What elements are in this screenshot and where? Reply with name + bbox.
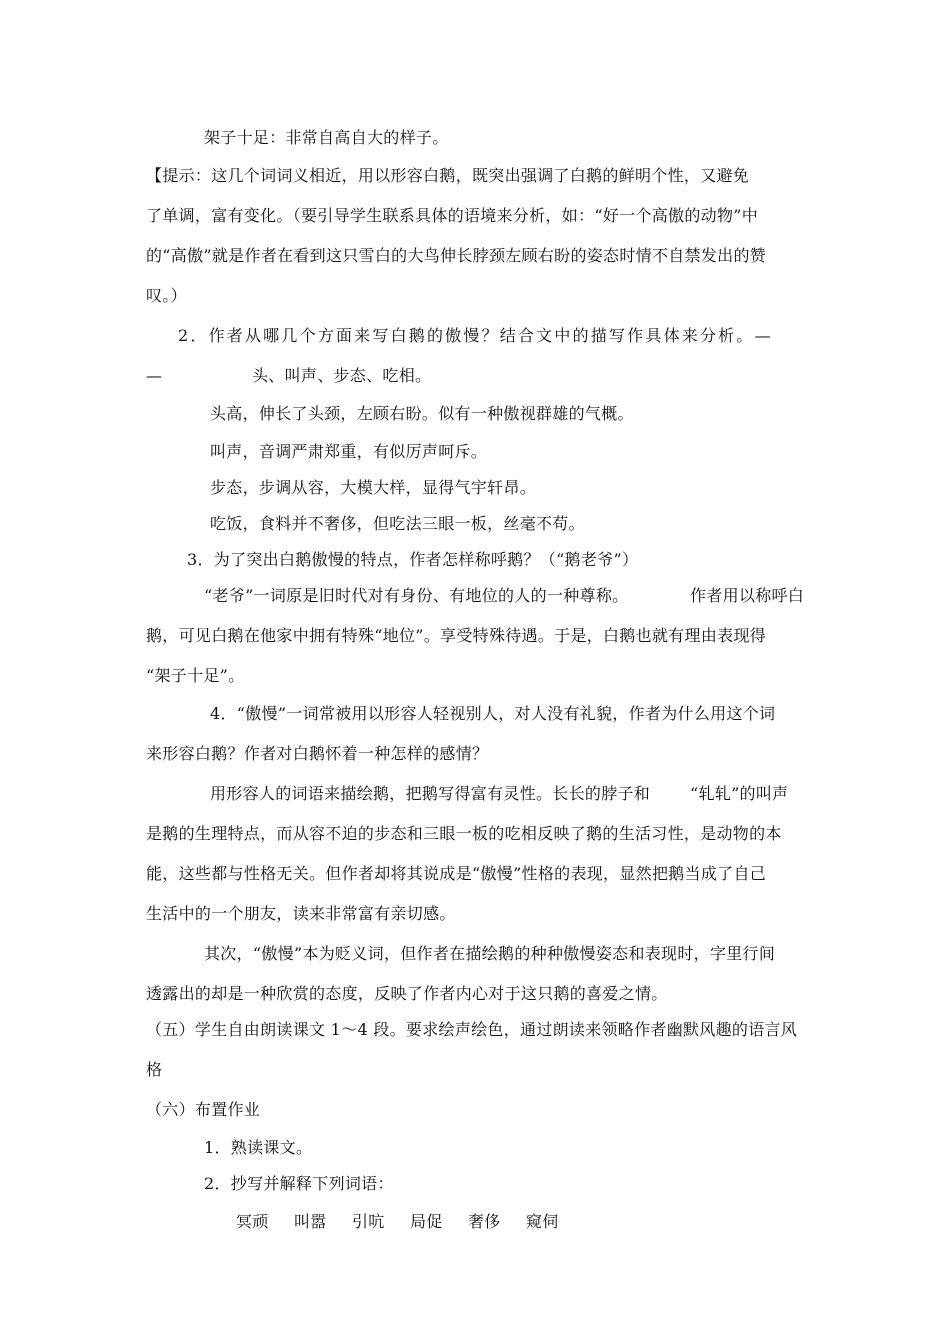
vocab-word: 奢侈 <box>468 1212 501 1231</box>
answer-2-voice: 叫声，音调严肃郑重，有似厉声呵斥。 <box>210 442 488 461</box>
section-6-heading: （六）布置作业 <box>146 1100 261 1119</box>
section-5-line-2: 格 <box>146 1060 163 1079</box>
answer-3-line-1a: “老爷”一词原是旧时代对有身份、有地位的人的一种尊称。 <box>204 586 629 605</box>
question-3: 3．为了突出白鹅傲慢的特点，作者怎样称呼鹅？（“鹅老爷”） <box>187 550 639 569</box>
vocabulary-word-list <box>236 1212 579 1232</box>
question-2-dash: — <box>146 366 163 385</box>
answer-3-line-2: 鹅，可见白鹅在他家中拥有特殊“地位”。享受特殊待遇。于是，白鹅也就有理由表现得 <box>146 626 767 645</box>
answer-4b-line-2: 透露出的却是一种欣赏的态度，反映了作者内心对于这只鹅的喜爱之情。 <box>146 984 668 1003</box>
vocab-word: 引吭 <box>352 1212 385 1231</box>
answer-3-line-1b: 作者用以称呼白 <box>690 586 805 605</box>
answer-4-line-2: 是鹅的生理特点，而从容不迫的步态和三眼一板的吃相反映了鹅的生活习性，是动物的本 <box>146 824 782 843</box>
answer-4-line-1a: 用形容人的词语来描绘鹅，把鹅写得富有灵性。长长的脖子和 <box>210 784 651 803</box>
text-line-jiazi-definition: 架子十足：非常自高自大的样子。 <box>204 128 449 147</box>
text-line-hint-2: 了单调，富有变化。（要引导学生联系具体的语境来分析，如：“好一个高傲的动物”中 <box>146 206 759 225</box>
question-2: 2．作者从哪几个方面来写白鹅的傲慢？结合文中的描写作具体来分析。— <box>178 326 773 345</box>
vocab-word: 叫嚣 <box>294 1212 327 1231</box>
section-5-line-1: （五）学生自由朗读课文 1～4 段。要求绘声绘色，通过朗读来领略作者幽默风趣的语言风 <box>146 1020 798 1039</box>
answer-2-gait: 步态，步调从容，大模大样，显得气宇轩昂。 <box>210 478 537 497</box>
answer-3-line-3: “架子十足”。 <box>146 666 245 685</box>
text-line-hint-3: 的“高傲”就是作者在看到这只雪白的大鸟伸长脖颈左顾右盼的姿态时情不自禁发出的赞 <box>146 246 767 265</box>
answer-4-line-4: 生活中的一个朋友，读来非常富有亲切感。 <box>146 904 456 923</box>
vocab-word: 窥伺 <box>526 1212 559 1231</box>
answer-4-line-3: 能，这些都与性格无关。但作者却将其说成是“傲慢”性格的表现，显然把鹅当成了自己 <box>146 864 767 883</box>
question-4-line-2: 来形容白鹅？作者对白鹅怀着一种怎样的感情？ <box>146 744 489 763</box>
answer-4b-line-1: 其次，“傲慢”本为贬义词，但作者在描绘鹅的种种傲慢姿态和表现时，字里行间 <box>204 944 776 963</box>
homework-item-2: 2．抄写并解释下列词语： <box>204 1174 394 1193</box>
vocab-word: 局促 <box>410 1212 443 1231</box>
answer-4-line-1b: “轧轧”的叫声 <box>690 784 789 803</box>
homework-item-1: 1．熟读课文。 <box>204 1138 313 1157</box>
answer-2-head: 头高，伸长了头颈，左顾右盼。似有一种傲视群雄的气概。 <box>210 404 634 423</box>
answer-2-eating: 吃饭，食料并不奢侈，但吃法三眼一板，丝毫不苟。 <box>210 514 585 533</box>
answer-2-summary: 头、叫声、步态、吃相。 <box>252 366 432 385</box>
question-4-line-1: 4．“傲慢”一词常被用以形容人轻视别人，对人没有礼貌，作者为什么用这个词 <box>210 704 776 723</box>
text-line-hint-1: 【提示：这几个词词义相近，用以形容白鹅，既突出强调了白鹅的鲜明个性，又避免 <box>146 166 750 185</box>
text-line-hint-4: 叹。） <box>146 286 187 305</box>
vocab-word: 冥顽 <box>236 1212 269 1231</box>
